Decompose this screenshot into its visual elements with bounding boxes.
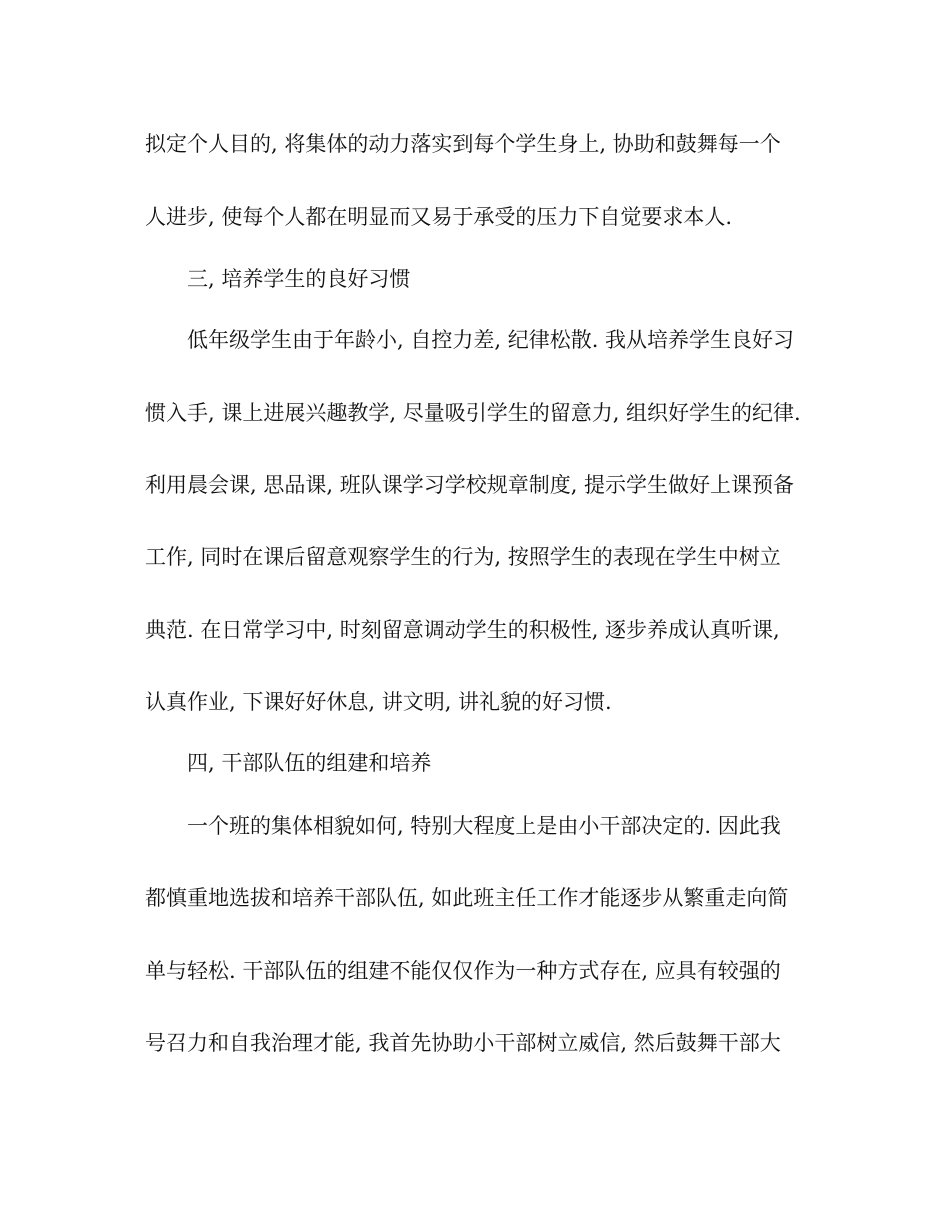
- text-line: 单与轻松. 干部队伍的组建不能仅仅作为一种方式存在, 应具有较强的: [145, 959, 781, 983]
- text-line: 都慎重地选拔和培养干部队伍, 如此班主任工作才能逐步从繁重走向简: [145, 886, 789, 910]
- text-line: 惯入手, 课上进展兴趣教学, 尽量吸引学生的留意力, 组织好学生的纪律.: [145, 401, 801, 425]
- text-line: 一个班的集体相貌如何, 特别大程度上是由小干部决定的. 因此我: [187, 814, 781, 838]
- text-line: 典范. 在日常学习中, 时刻留意调动学生的积极性, 逐步养成认真听课,: [145, 618, 780, 642]
- text-line: 工作, 同时在课后留意观察学生的行为, 按照学生的表现在学生中树立: [145, 545, 781, 569]
- text-line: 认真作业, 下课好好休息, 讲文明, 讲礼貌的好习惯.: [145, 690, 612, 714]
- section-heading: 三, 培养学生的良好习惯: [187, 267, 411, 291]
- text-line: 号召力和自我治理才能, 我首先协助小干部树立威信, 然后鼓舞干部大: [145, 1031, 781, 1055]
- text-line: 拟定个人目的, 将集体的动力落实到每个学生身上, 协助和鼓舞每一个: [145, 132, 781, 156]
- text-line: 人进步, 使每个人都在明显而又易于承受的压力下自觉要求本人.: [145, 205, 733, 229]
- text-line: 利用晨会课, 思品课, 班队课学习学校规章制度, 提示学生做好上课预备: [145, 473, 795, 497]
- section-heading: 四, 干部队伍的组建和培养: [187, 751, 432, 775]
- text-line: 低年级学生由于年龄小, 自控力差, 纪律松散. 我从培养学生良好习: [187, 328, 795, 352]
